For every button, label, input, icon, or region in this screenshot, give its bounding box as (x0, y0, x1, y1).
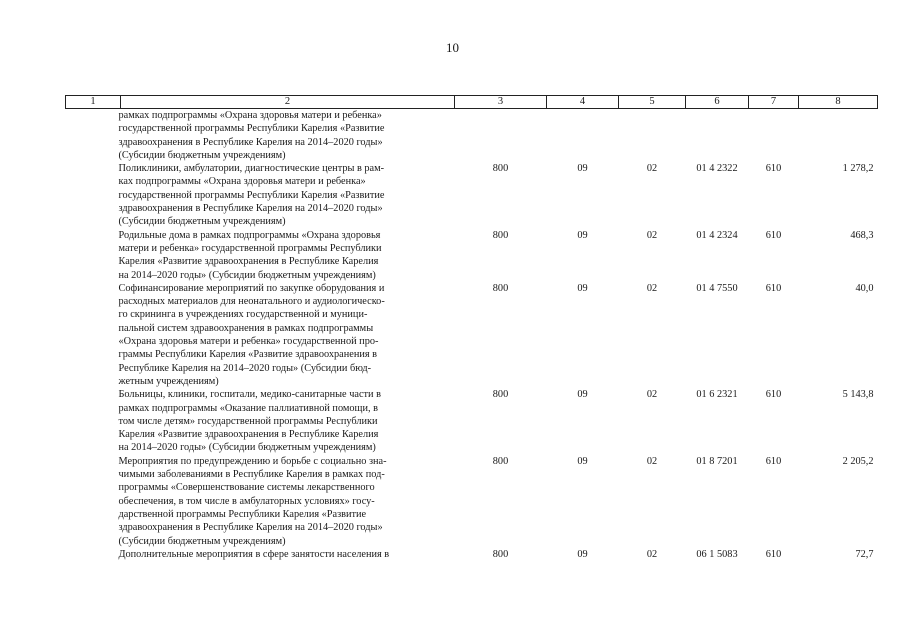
expense-name-line: пальной систем здравоохранения в рамках подпрограммы (118, 322, 374, 334)
expense-name-line: граммы Республики Карелия «Развитие здравоохранения в (118, 349, 378, 361)
subsection-code-cell: 02 (646, 389, 658, 401)
subsection-code-cell: 02 (646, 282, 658, 294)
target-article-cell: 01 4 2324 (696, 229, 738, 241)
expense-type-cell (749, 109, 799, 163)
budget-table (65, 95, 878, 561)
expense-name-line: Республике Карелия на 2014–2020 годы» (Субсидии бюд- (118, 362, 372, 374)
section-code-cell: 09 (577, 389, 588, 401)
target-article-cell: 01 8 7201 (696, 455, 738, 467)
amount-cell: 1 278,2 (842, 163, 874, 175)
expense-name-cell (119, 548, 453, 561)
section-code-cell: 09 (577, 163, 588, 175)
expense-name-line: здравоохранения в Республике Карелия на 2014–2020 годы» (118, 203, 383, 215)
table-row (66, 109, 878, 163)
page-number: 10 (446, 40, 459, 55)
table-header-row (66, 96, 878, 109)
expense-name-line: рамках подпрограммы «Оказание паллиативной помощи, в (118, 402, 379, 414)
expense-name-line: государственной программы Республики Карелия «Развитие (118, 123, 385, 135)
amount-cell: 5 143,8 (842, 389, 874, 401)
admin-code-cell: 800 (492, 229, 509, 241)
amount-cell: 468,3 (850, 229, 874, 241)
expense-name-line: Дополнительные мероприятия в сфере занятости населения в (118, 548, 390, 560)
table-row (66, 282, 878, 388)
table-row (66, 162, 878, 228)
expense-name-line: «Охрана здоровья матери и ребенка» государственной про- (118, 336, 379, 348)
section-code-cell: 09 (577, 282, 588, 294)
column-header-5: 5 (619, 96, 686, 109)
subsection-code-cell (619, 109, 686, 163)
expense-type-cell: 610 (765, 282, 782, 294)
expense-name-line: Больницы, клиники, госпитали, медико-санитарные части в (118, 389, 381, 401)
expense-name-line: расходных материалов для неонатального и аудиологическо- (118, 296, 385, 308)
column-header-4: 4 (547, 96, 619, 109)
section-code-cell (547, 109, 619, 163)
column-header-8: 8 (799, 96, 878, 109)
expense-name-line: (Субсидии бюджетным учреждениям) (118, 216, 286, 228)
admin-code-cell: 800 (492, 282, 509, 294)
column-header-1: 1 (66, 96, 121, 109)
column-header-7: 7 (749, 96, 799, 109)
expense-name-cell (119, 455, 453, 548)
expense-name-line: здравоохранения в Республике Карелия на 2014–2020 годы» (118, 136, 383, 148)
expense-name-line: жетным учреждениям) (118, 375, 219, 387)
expense-name-cell (119, 282, 453, 388)
target-article-cell (686, 109, 749, 163)
section-code-cell: 09 (577, 548, 588, 560)
row-number-cell (66, 282, 121, 388)
expense-name-line: обеспечения, в том числе в амбулаторных условиях» госу- (118, 495, 375, 507)
table-row (66, 229, 878, 282)
subsection-code-cell: 02 (646, 229, 658, 241)
expense-name-line: рамках подпрограммы «Охрана здоровья матери и ребенка» (118, 110, 382, 121)
expense-name-line: Родильные дома в рамках подпрограммы «Охрана здоровья (118, 229, 381, 241)
expense-name-line: го скрининга в учреждениях государственной и муници- (118, 309, 368, 321)
row-number-cell (66, 109, 121, 163)
expense-type-cell: 610 (765, 455, 782, 467)
subsection-code-cell: 02 (646, 455, 658, 467)
table-row (66, 388, 878, 454)
expense-name-line: на 2014–2020 годы» (Субсидии бюджетным учреждениям) (118, 269, 376, 281)
column-header-3: 3 (455, 96, 547, 109)
expense-type-cell: 610 (765, 389, 782, 401)
row-number-cell (66, 388, 121, 454)
section-code-cell: 09 (577, 229, 588, 241)
target-article-cell: 01 4 2322 (696, 163, 738, 175)
expense-name-line: государственной программы Республики Карелия «Развитие (118, 189, 385, 201)
expense-name-line: том числе детям» государственной программы Республики (118, 415, 378, 427)
expense-name-line: дарственной программы Республики Карелия «Развитие (118, 508, 367, 520)
expense-name-cell (119, 388, 453, 454)
expense-name-line: здравоохранения в Республике Карелия на 2014–2020 годы» (118, 522, 383, 534)
amount-cell: 72,7 (855, 548, 874, 560)
section-code-cell: 09 (577, 455, 588, 467)
expense-type-cell: 610 (765, 548, 782, 560)
target-article-cell: 06 1 5083 (696, 548, 738, 560)
expense-name-cell (119, 229, 453, 282)
subsection-code-cell: 02 (646, 548, 658, 560)
column-header-6: 6 (686, 96, 749, 109)
expense-name-line: Карелия «Развитие здравоохранения в Республике Карелия (118, 429, 379, 441)
amount-cell: 40,0 (855, 282, 874, 294)
expense-name-line: Мероприятия по предупреждению и борьбе с социально зна- (118, 455, 387, 467)
expense-type-cell: 610 (765, 229, 782, 241)
amount-cell: 2 205,2 (842, 455, 874, 467)
row-number-cell (66, 548, 121, 561)
expense-name-line: матери и ребенка» государственной программы Республики (118, 242, 382, 254)
row-number-cell (66, 229, 121, 282)
expense-name-line: чимыми заболеваниями в Республике Карелия в рамках под- (118, 469, 385, 481)
row-number-cell (66, 455, 121, 548)
expense-name-line: программы «Совершенствование системы лекарственного (118, 482, 375, 494)
expense-name-cell (119, 109, 453, 163)
amount-cell (799, 109, 878, 163)
admin-code-cell: 800 (492, 163, 509, 175)
expense-name-cell (119, 162, 453, 228)
expense-name-line: (Субсидии бюджетным учреждениям) (118, 149, 286, 161)
expense-name-line: на 2014–2020 годы» (Субсидии бюджетным учреждениям) (118, 442, 376, 454)
expense-name-line: Карелия «Развитие здравоохранения в Республике Карелия (118, 256, 379, 268)
row-number-cell (66, 162, 121, 228)
expense-name-line: Софинансирование мероприятий по закупке оборудования и (118, 282, 385, 294)
table-row (66, 548, 878, 561)
expense-name-line: ках подпрограммы «Охрана здоровья матери и ребенка» (118, 176, 366, 188)
expense-name-line: (Субсидии бюджетным учреждениям) (118, 535, 286, 547)
table-row (66, 455, 878, 548)
admin-code-cell: 800 (492, 548, 509, 560)
subsection-code-cell: 02 (646, 163, 658, 175)
expense-type-cell: 610 (765, 163, 782, 175)
expense-name-line: Поликлиники, амбулатории, диагностические центры в рам- (118, 163, 385, 175)
column-header-2: 2 (121, 96, 455, 109)
target-article-cell: 01 4 7550 (696, 282, 738, 294)
table-body (66, 109, 878, 562)
admin-code-cell (455, 109, 547, 163)
admin-code-cell: 800 (492, 455, 509, 467)
target-article-cell: 01 6 2321 (696, 389, 738, 401)
admin-code-cell: 800 (492, 389, 509, 401)
